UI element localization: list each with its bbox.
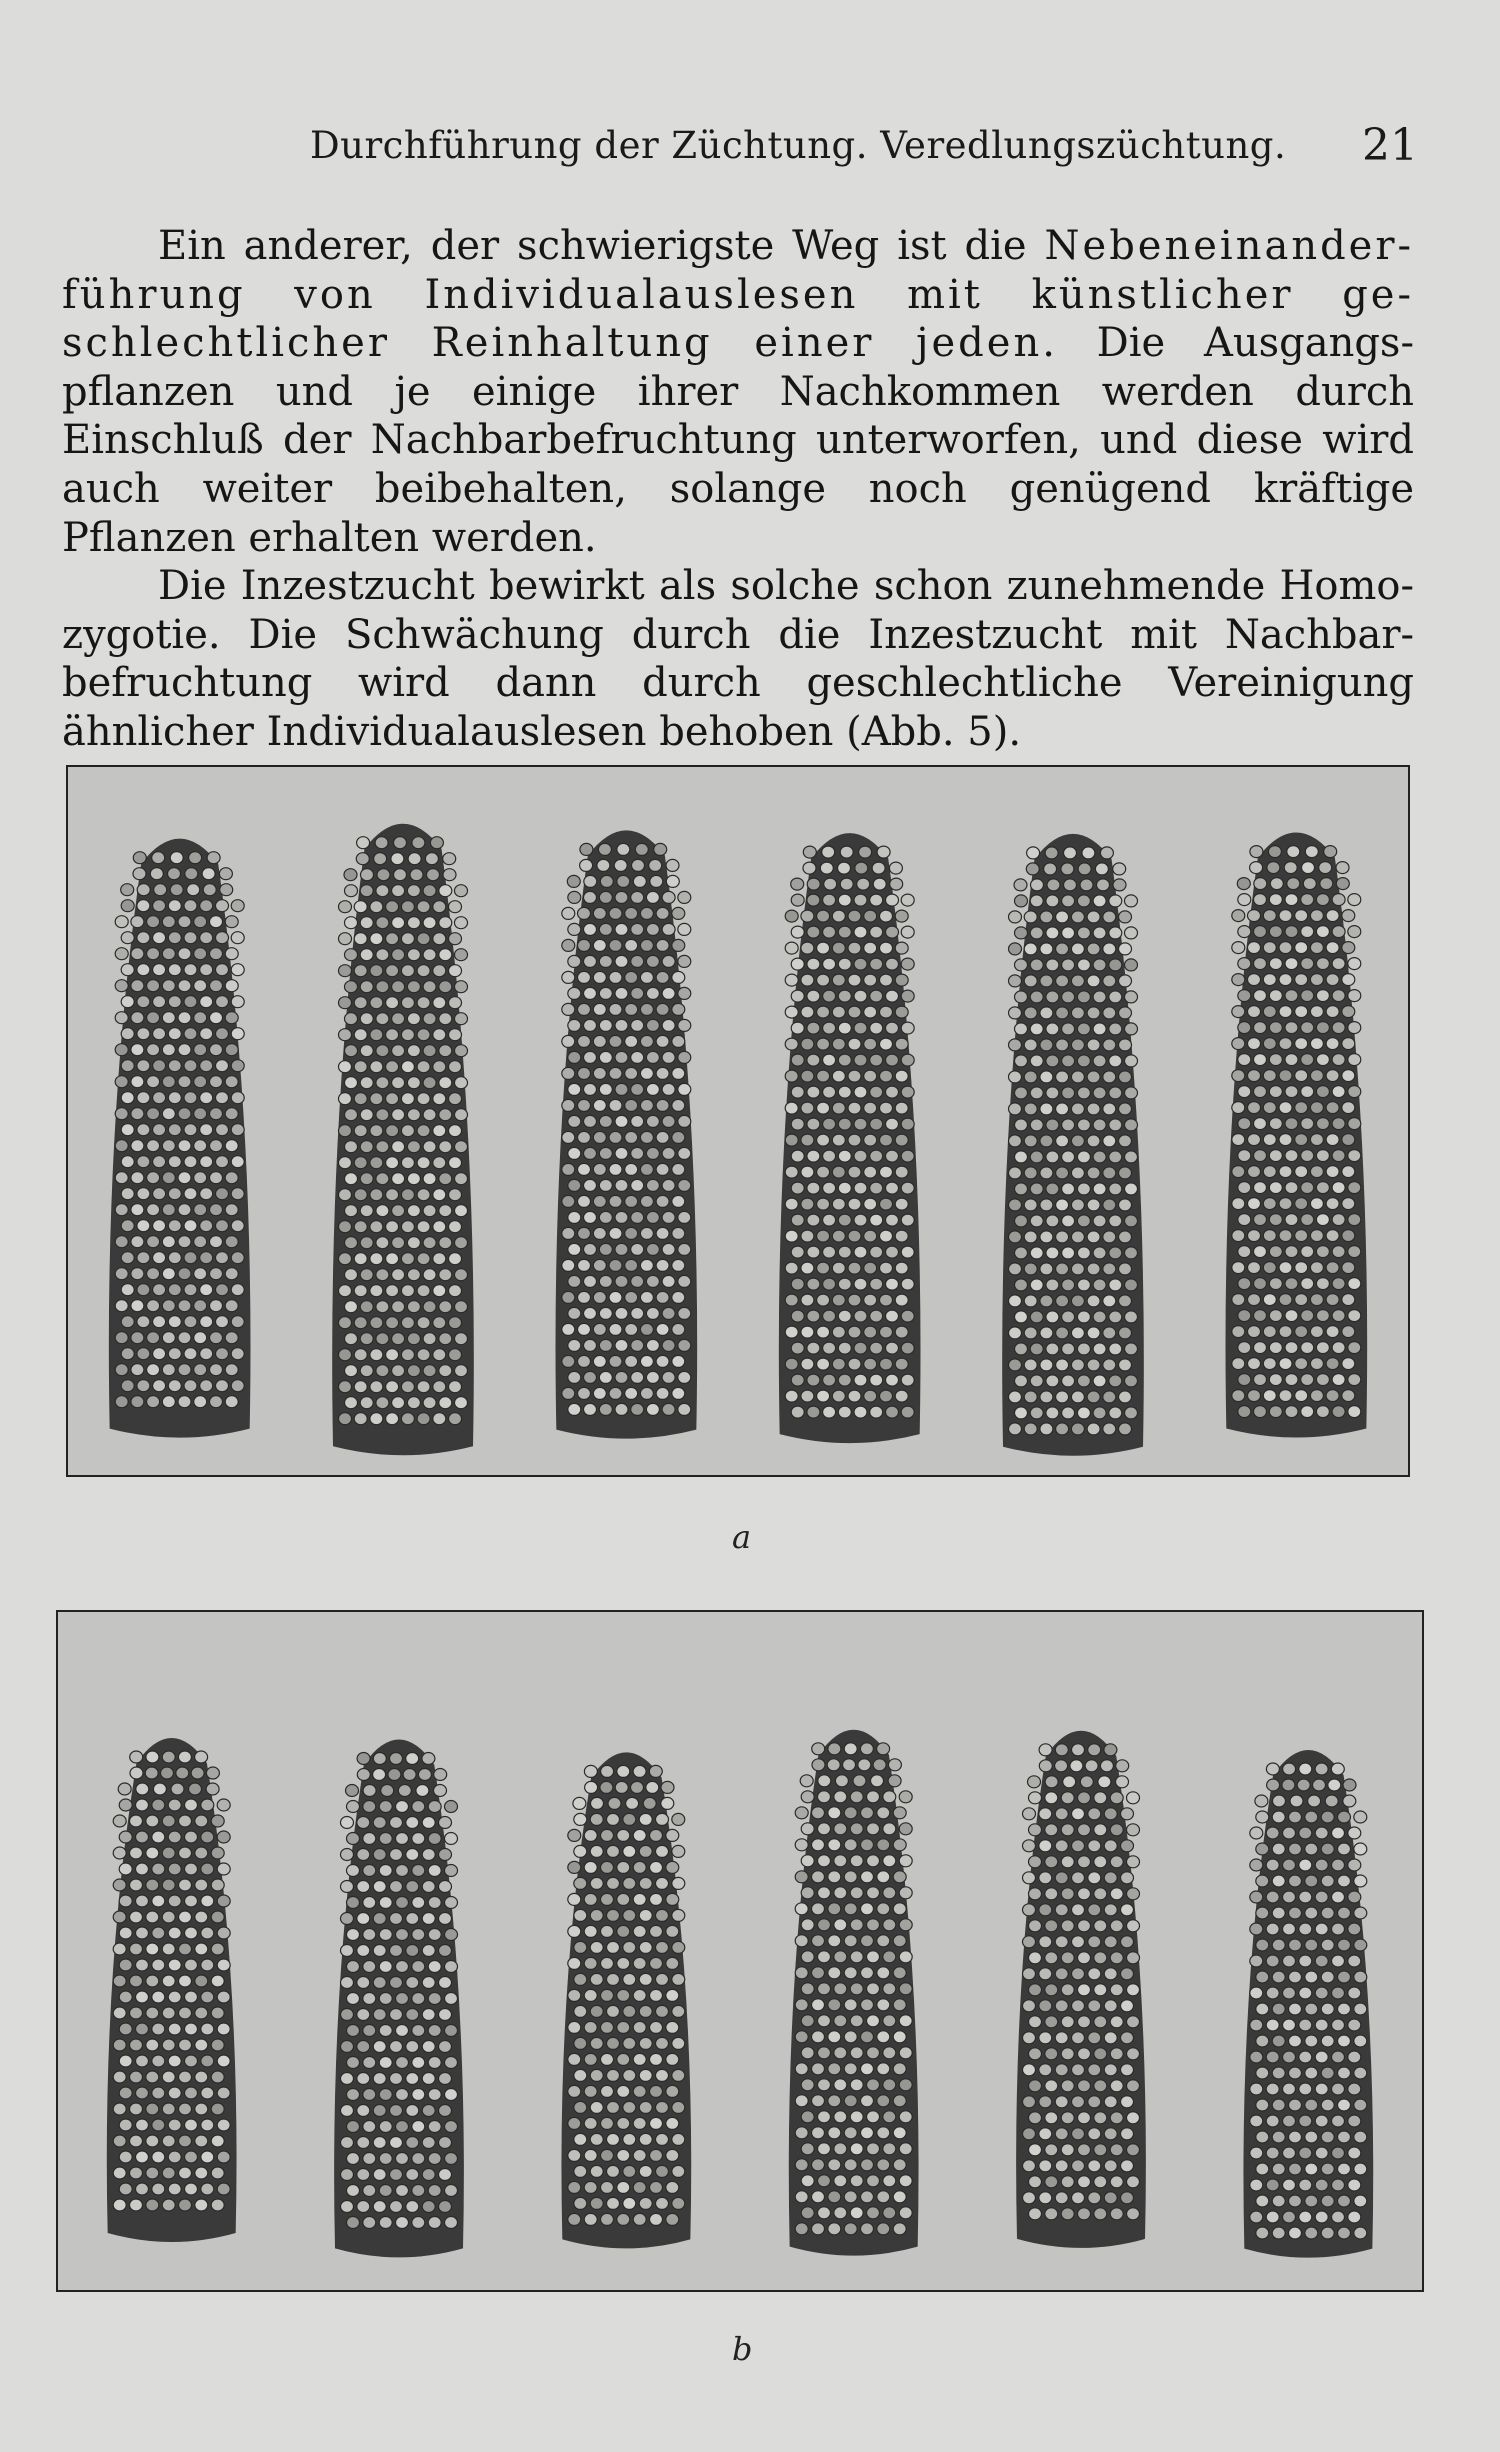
page-number: 21 xyxy=(1362,120,1418,171)
p1-rest: pflanzen und je einige ihrer Nachkommen werden durch Einschluß der Nachbarbefruchtung unterworfen, und diese wird auch weiter beibehalten, solange noch genügend kräftige Pflanzen erhalten werden. xyxy=(62,368,1414,561)
body-text xyxy=(62,222,1414,757)
figure-a-photo xyxy=(66,765,1410,1477)
figure-a-caption: a xyxy=(732,1518,752,1556)
corn-cobs-a-image xyxy=(68,767,1408,1475)
paragraph-1 xyxy=(62,222,1414,562)
paragraph-2 xyxy=(62,562,1414,756)
p2-line2: zygotie. xyxy=(62,611,221,658)
figure-b-photo xyxy=(56,1610,1424,2292)
p2-line1: Die Inzestzucht bewirkt als solche schon zunehmende Homo- xyxy=(158,563,1414,610)
page-header xyxy=(0,120,1500,180)
p2-rest: befruchtung wird dann durch geschlechtliche Vereinigung ähnlicher Individualauslesen behoben (Abb. 5). xyxy=(62,660,1414,755)
p1-line3: schlechtlicher Reinhaltung einer jeden. xyxy=(62,320,1058,367)
p1-line2: führung von Individualauslesen mit künstlicher ge- xyxy=(62,271,1414,318)
corn-cobs-b-image xyxy=(58,1612,1422,2290)
p1-line1-spaced: Nebeneinander- xyxy=(1044,223,1414,269)
running-head: Durchführung der Züchtung. Veredlungszüchtung. xyxy=(310,124,1287,167)
figure-b-caption: b xyxy=(732,2330,753,2368)
p1-line3b: Die Ausgangs- xyxy=(1057,320,1414,367)
p1-line1: Ein anderer, der schwierigste Weg ist die xyxy=(158,223,1045,269)
p2-line2b: Die Schwächung durch die Inzestzucht mit Nachbar- xyxy=(220,611,1414,658)
